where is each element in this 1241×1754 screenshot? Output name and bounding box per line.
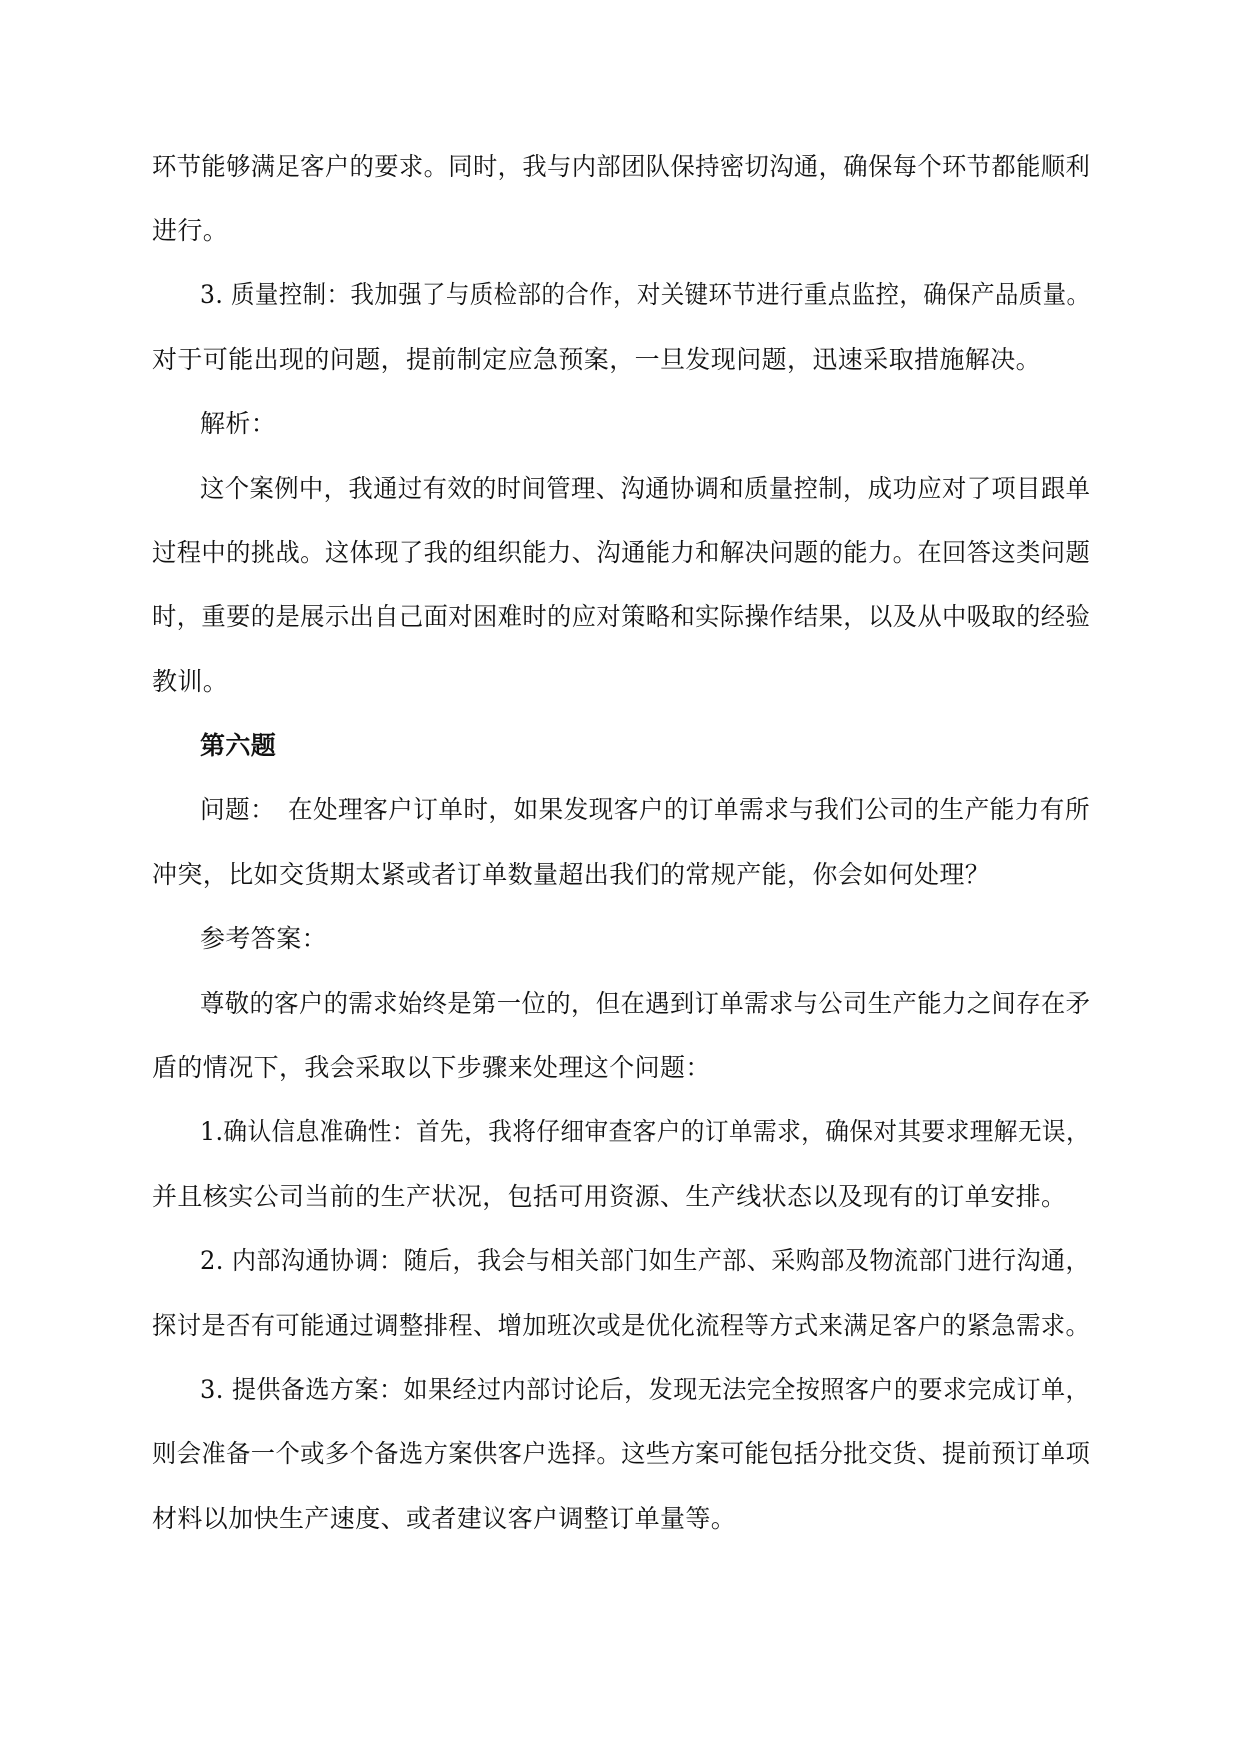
text-line: 这个案例中，我通过有效的时间管理、沟通协调和质量控制，成功应对了项目跟单: [200, 474, 1091, 503]
text-line: 教训。: [152, 667, 229, 696]
section-label: 解析：: [200, 409, 277, 438]
text-line: 则会准备一个或多个备选方案供客户选择。这些方案可能包括分批交货、提前预订单项: [152, 1439, 1091, 1468]
section-label: 参考答案：: [200, 924, 328, 953]
text-line: 材料以加快生产速度、或者建议客户调整订单量等。: [152, 1504, 737, 1533]
question-line: 冲突，比如交货期太紧或者订单数量超出我们的常规产能，你会如何处理？: [152, 860, 991, 889]
text-line: 3. 质量控制：我加强了与质检部的合作，对关键环节进行重点监控，确保产品质量。: [200, 280, 1091, 309]
text-line: 过程中的挑战。这体现了我的组织能力、沟通能力和解决问题的能力。在回答这类问题: [152, 538, 1091, 567]
text-line: 探讨是否有可能通过调整排程、增加班次或是优化流程等方式来满足客户的紧急需求。: [152, 1311, 1091, 1340]
text-line: 1.确认信息准确性：首先，我将仔细审查客户的订单需求，确保对其要求理解无误，: [200, 1117, 1091, 1146]
text-line: 时，重要的是展示出自己面对困难时的应对策略和实际操作结果，以及从中吸取的经验: [152, 602, 1091, 631]
text-line: 盾的情况下，我会采取以下步骤来处理这个问题：: [152, 1053, 711, 1082]
question-line: 问题： 在处理客户订单时，如果发现客户的订单需求与我们公司的生产能力有所: [200, 795, 1090, 824]
text-line: 并且核实公司当前的生产状况，包括可用资源、生产线状态以及现有的订单安排。: [152, 1182, 1067, 1211]
section-heading: 第六题: [200, 731, 277, 760]
text-line: 尊敬的客户的需求始终是第一位的，但在遇到订单需求与公司生产能力之间存在矛: [200, 989, 1091, 1018]
text-line: 对于可能出现的问题，提前制定应急预案，一旦发现问题，迅速采取措施解决。: [152, 345, 1042, 374]
text-line: 环节能够满足客户的要求。同时，我与内部团队保持密切沟通，确保每个环节都能顺利: [152, 152, 1091, 181]
text-line: 进行。: [152, 216, 229, 245]
text-line: 2. 内部沟通协调：随后，我会与相关部门如生产部、采购部及物流部门进行沟通，: [200, 1246, 1091, 1275]
text-line: 3. 提供备选方案：如果经过内部讨论后，发现无法完全按照客户的要求完成订单，: [200, 1375, 1091, 1404]
